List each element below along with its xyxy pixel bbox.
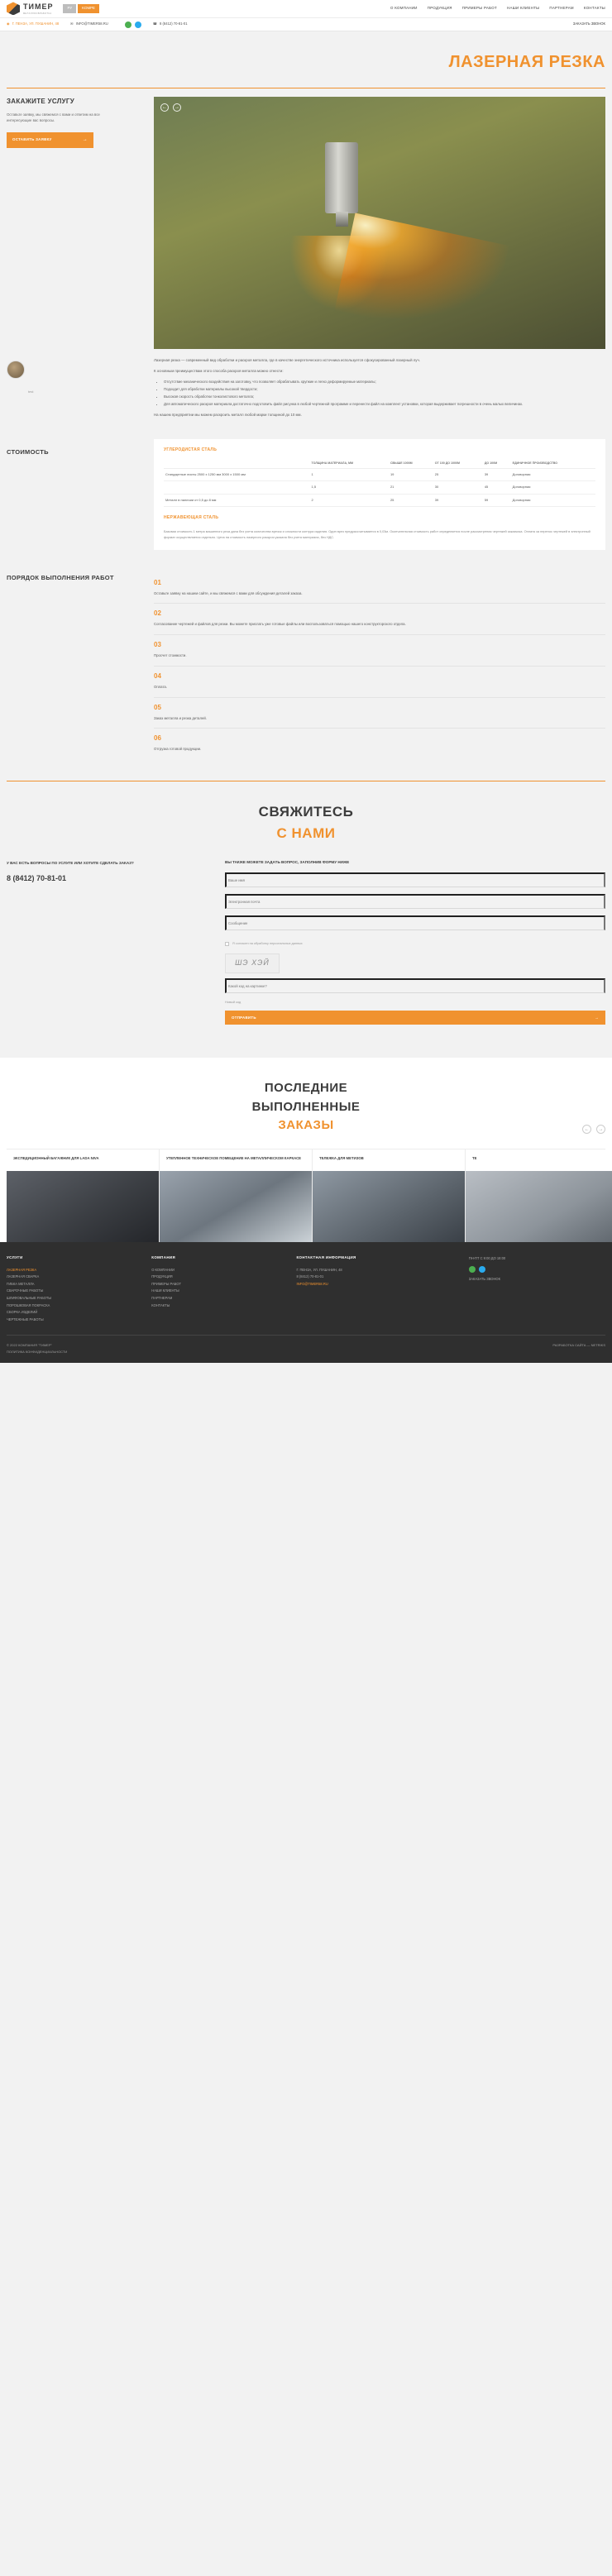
order-image [466,1171,612,1242]
header-phone[interactable] [153,22,188,26]
contact-section [0,781,612,1041]
footer-contacts-title: КОНТАКТНАЯ ИНФОРМАЦИЯ [296,1255,356,1259]
footer-services-title: УСЛУГИ [7,1255,23,1259]
arrow-right-icon: → [595,1016,599,1020]
contact-form-hint: ВЫ ТАКЖЕ МОЖЕТЕ ЗАДАТЬ ВОПРОС, ЗАПОЛНИВ ФОРМУ НИЖЕ [225,860,350,864]
step-item [154,667,605,698]
footer-address: Г. ПЕНЗА, УЛ. ПУШАНИН, 48 [296,1267,342,1272]
consent-label: Я согласен на обработку персональных данных [232,941,303,945]
order-image [7,1171,159,1242]
step-number: 01 [154,578,161,586]
cell-thickness: 2 [310,494,389,506]
advantage-item: • Подходит для обработки материалы высокой твердости; [164,386,605,393]
footer-hours-column [469,1255,605,1323]
col-100-1000m: ОТ 100 ДО 1000М [433,459,483,469]
cell-single: Договорная [511,481,595,494]
order-title: УТЕПЛЕННОЕ ТЕХНИЧЕСКОЕ ПОМЕЩЕНИЕ НА МЕТАЛЛИЧЕСКОМ КАРКАСЕ [166,1155,302,1160]
order-title: ТЕЛЕЖКА ДЛЯ МЕТИЗОВ [319,1155,364,1160]
orders-heading [7,1079,605,1135]
hero-section [0,88,612,349]
page-title: ЛАЗЕРНАЯ РЕЗКА [448,53,605,71]
spark-glow-primary [335,213,509,342]
site-footer [0,1242,612,1364]
header-email-text: INFO@TIMER58.RU [75,22,108,26]
footer-link-assembly[interactable]: СБОРКА ИЗДЕЛИЙ [7,1310,38,1315]
description-body [154,357,605,423]
phone-icon: ☎ [152,22,158,26]
order-card[interactable] [466,1149,612,1242]
footer-link-laser-welding[interactable]: ЛАЗЕРНАЯ СВАРКА [7,1274,40,1279]
footer-link-powder-coating[interactable]: ПОРОШКОВАЯ ПОКРАСКА [7,1302,50,1307]
name-input[interactable] [225,872,605,887]
order-service-block [7,97,147,349]
nav-item-about[interactable]: О КОМПАНИИ [390,6,418,11]
submit-label: ОТПРАВИТЬ [232,1016,256,1020]
latest-orders-section [0,1058,612,1242]
cell-100-1000m: 39 [433,494,483,506]
cost-section [0,434,612,564]
description-intro: Лазерная резка — современный вид обработки и раскроя металла, где в качестве энергетического источника используется сфокусированный лазерный луч. [154,358,421,362]
top-header-bar [0,0,612,18]
cell-material: Металл в наличии от 0,5 до 8 мм [164,494,310,506]
steps-heading: ПОРЯДОК ВЫПОЛНЕНИЯ РАБОТ [7,573,114,581]
author-name: test [28,389,34,394]
footer-phone[interactable]: 8 (8412) 70-81-01 [296,1274,324,1279]
col-under-100m: ДО 100М [483,459,511,469]
telegram-icon[interactable] [135,22,141,28]
orders-heading-line1: ПОСЛЕДНИЕ [264,1081,348,1096]
orders-slider-controls[interactable] [582,1125,605,1134]
description-closing: На нашем предприятии мы можем раскроить металл любой марки толщиной до 10 мм. [154,413,302,418]
nav-item-works[interactable]: ПРИМЕРЫ РАБОТ [461,6,497,11]
whatsapp-icon[interactable] [469,1266,476,1273]
description-subintro: К основным преимуществам этого способа раскроя металла можно отнести: [154,368,284,373]
cost-card [154,439,605,549]
step-item [154,698,605,729]
advantages-list [164,379,605,408]
step-number: 05 [154,703,161,711]
contact-phone[interactable]: 8 (8412) 70-81-01 [7,874,67,883]
step-number: 02 [154,609,161,618]
carbon-steel-caption: УГЛЕРОДИСТАЯ СТАЛЬ [164,447,218,453]
consent-checkbox[interactable] [225,942,229,946]
advantage-item: • Для автоматического раскроя материала достаточно подготовить файл рисунка в любой чертежной программе и перенести файл на комплект установки, которая выдерживает погрешности в очень малых величинах. [164,401,605,408]
advantage-item: • Отсутствие механического воздействия на заготовку, что позволяет обрабатывать хрупкие и легко деформируемые материалы; [164,379,605,385]
cell-over-1000m: 21 [389,481,433,494]
header-email[interactable] [70,22,108,26]
nav-item-clients[interactable]: НАШИ КЛИЕНТЫ [507,6,540,11]
contact-heading-line1: СВЯЖИТЕСЬ [258,804,354,820]
footer-link-laser-cutting[interactable]: ЛАЗЕРНАЯ РЕЗКА [7,1267,37,1272]
step-number: 03 [154,641,161,649]
contact-left-column [7,860,213,1025]
cell-material [164,481,310,494]
price-table-carbon-steel [164,459,595,507]
orders-heading-line3: ЗАКАЗЫ [278,1118,334,1133]
footer-link-welding-works[interactable]: СВАРОЧНЫЕ РАБОТЫ [7,1288,44,1293]
order-image [313,1171,465,1242]
telegram-icon[interactable] [479,1266,485,1273]
hero-slider-controls[interactable] [160,103,181,112]
contact-form [225,860,605,1025]
author-block [7,357,147,423]
footer-link-grinding-works[interactable]: ШЛИФОВАЛЬНЫЕ РАБОТЫ [7,1295,52,1300]
order-service-heading: ЗАКАЖИТЕ УСЛУГУ [7,98,75,105]
footer-link-metal-bending[interactable]: ГИБКА МЕТАЛЛА [7,1281,35,1286]
footer-developer-credit[interactable]: РАЗРАБОТКА САЙТА — NETRIKS [552,1343,605,1348]
cell-thickness: 1 [310,468,389,480]
pin-icon: ◉ [7,22,10,26]
lang-option-ru[interactable]: РУ [63,4,76,13]
step-number: 04 [154,671,161,680]
cell-under-100m: 45 [483,481,511,494]
captcha-input[interactable] [225,978,605,993]
cell-100-1000m: 30 [433,481,483,494]
site-logo[interactable] [7,2,53,16]
order-card[interactable] [313,1149,466,1242]
header-address-text: Г. ПЕНЗА, УЛ. ПУШАНИН, 48 [12,22,60,26]
order-card[interactable] [7,1149,160,1242]
order-service-text: Оставьте заявку, мы свяжемся с вами и ответим на все интересующие вас вопросы. [7,112,100,123]
orders-prev-button[interactable]: ← [582,1125,591,1134]
captcha-image: ШЭ ХЭЙ [225,953,280,973]
orders-next-button[interactable]: → [596,1125,605,1134]
cost-note: Базовая стоимость 1 метра машинного реза дана без учета количества врезок и сложности контура изделия. Один врез предрассчитывается в 0,03м. Окончательная стоимость работ определяется после рассмотрения чертежей заказчика. Оплата за перенос чертежей в электронный формат осуществляется отдельно. Цена на стоимость лазерного раскроя указана без учета материала, без НДС. [164,528,590,539]
table-row [164,481,595,494]
slider-next-button[interactable]: → [175,105,179,110]
footer-contacts-column [296,1255,460,1323]
advantage-item: • Высокая скорость обработки тонколистового металла; [164,394,605,400]
footer-privacy-link[interactable]: ПОЛИТИКА КОНФИДЕНЦИАЛЬНОСТИ [7,1349,68,1354]
mail-icon: ✉ [70,22,74,26]
footer-link-products[interactable]: ПРОДУКЦИЯ [151,1274,173,1279]
work-order-section [0,565,612,771]
col-material [164,459,310,469]
footer-services-column [7,1255,143,1323]
hero-image-laser-cutting [154,97,605,349]
footer-working-hours: ПН-ПТ С 9:00 ДО 18:00 [468,1255,506,1260]
footer-link-about[interactable]: О КОМПАНИИ [151,1267,175,1272]
footer-copyright: © 2022 КОМПАНИЯ "ТИМЕР" [7,1343,52,1348]
cell-single: Договорная [511,494,595,506]
email-input[interactable] [225,894,605,909]
footer-legal [7,1342,67,1355]
order-image [160,1171,312,1242]
contact-bar [0,18,612,31]
col-thickness: ТОЛЩИНА МАТЕРИАЛА, ММ [310,459,389,469]
footer-link-contacts[interactable]: КОНТАКТЫ [151,1302,170,1307]
footer-email[interactable]: INFO@TIMER58.RU [296,1281,328,1286]
cell-thickness: 1,5 [310,481,389,494]
leave-request-button[interactable] [7,132,93,148]
slider-prev-button[interactable]: ← [162,105,167,110]
cell-over-1000m: 19 [389,468,433,480]
contact-heading-line2: С НАМИ [276,824,336,841]
footer-link-clients[interactable]: НАШИ КЛИЕНТЫ [151,1288,179,1293]
step-text: Заказ металла и резка деталей. [154,715,207,720]
cell-under-100m: 39 [483,468,511,480]
step-item [154,729,605,759]
contact-heading [7,801,605,844]
logo-hexagon-icon [7,2,20,15]
orders-heading-line2: ВЫПОЛНЕННЫЕ [251,1099,361,1114]
language-switcher[interactable] [63,4,98,13]
header-address [7,22,59,26]
leave-request-label: ОСТАВИТЬ ЗАЯВКУ [12,137,52,142]
table-header-row [164,459,595,469]
footer-bottom-bar [7,1335,605,1355]
logo-text: ТИМЕР [23,2,54,11]
cell-100-1000m: 25 [433,468,483,480]
cost-heading: СТОИМОСТЬ [7,448,49,456]
step-text: Оставьте заявку на нашем сайте, и мы свяжемся с вами для обсуждения деталей заказа. [154,590,303,595]
cell-single: Договорная [511,468,595,480]
header-social-links[interactable] [125,22,141,28]
description-section [0,349,612,434]
footer-link-works[interactable]: ПРИМЕРЫ РАБОТ [151,1281,181,1286]
submit-button[interactable] [225,1011,605,1025]
consent-row[interactable] [225,942,605,947]
step-text: Отгрузка готовой продукции. [154,747,202,752]
lang-option-kompe[interactable]: KOMPE [78,4,99,13]
header-phone-text: 8 (8412) 70-81-01 [160,22,188,26]
order-title: ЭКСПЕДИЦИОННЫЙ БАГАЖНИК ДЛЯ LADA NIVA [13,1155,99,1160]
logo-subtitle: МЕТАЛЛООБРАБОТКА [23,12,52,16]
col-over-1000m: СВЫШЕ 1000М [389,459,433,469]
arrow-right-icon: → [82,136,88,142]
cell-under-100m: 59 [483,494,511,506]
order-card[interactable] [160,1149,313,1242]
footer-callback-link[interactable]: ЗАКАЗАТЬ ЗВОНОК [468,1276,501,1281]
nav-item-contacts[interactable]: КОНТАКТЫ [583,6,605,11]
laser-head-shape [325,142,358,213]
step-item [154,604,605,635]
contact-question: У ВАС ЕСТЬ ВОПРОСЫ ПО УСЛУГЕ ИЛИ ХОТИТЕ СДЕЛАТЬ ЗАКАЗ? [7,861,134,865]
steps-list [154,573,605,759]
cell-over-1000m: 25 [389,494,433,506]
step-item [154,635,605,667]
nav-item-products[interactable]: ПРОДУКЦИЯ [427,6,452,11]
col-single-production: ЕДИНИЧНОЕ ПРОИЗВОДСТВО [511,459,595,469]
message-input[interactable] [225,915,605,930]
footer-company-column [151,1255,288,1323]
nav-item-partners[interactable]: ПАРТНЕРАМ [549,6,574,11]
order-title: ТЕ [472,1155,477,1160]
main-navigation [390,6,605,12]
footer-link-partners[interactable]: ПАРТНЕРАМ [151,1295,173,1300]
step-text: Просчет стоимости. [154,653,187,658]
footer-link-drafting[interactable]: ЧЕРТЕЖНЫЕ РАБОТЫ [7,1317,44,1321]
stainless-steel-caption: НЕРЖАВЕЮЩАЯ СТАЛЬ [164,515,219,521]
whatsapp-icon[interactable] [125,22,131,28]
table-row [164,468,595,480]
step-text: Согласование чертежей и файлов для резки. Вы можете прислать уже готовые файлы или воспользоваться помощью нашего конструкторского отдела. [154,622,406,627]
avatar [7,361,25,379]
step-item [154,573,605,605]
step-number: 06 [154,734,161,743]
captcha-refresh-link[interactable]: Новый код [225,999,241,1004]
footer-social-links[interactable] [469,1266,605,1273]
cell-material: Стандартные листы 2500 x 1250 мм 3000 x 1500 мм [164,468,310,480]
table-row [164,494,595,506]
callback-request-link[interactable]: ЗАКАЗАТЬ ЗВОНОК [572,22,605,26]
step-text: Оплата. [154,684,167,689]
page-title-block [0,31,612,83]
orders-carousel [7,1149,605,1242]
footer-company-title: КОМПАНИЯ [151,1255,175,1259]
